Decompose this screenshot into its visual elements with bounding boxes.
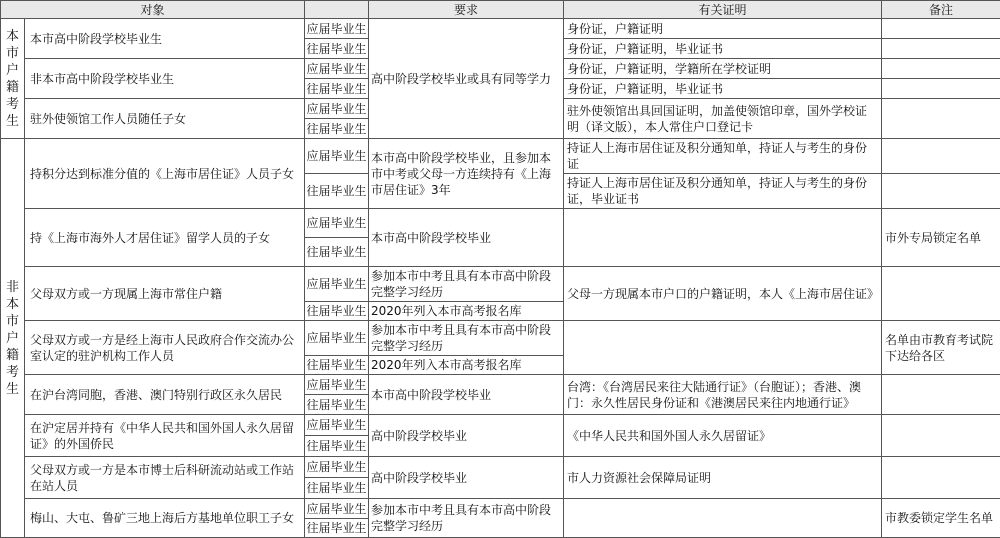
note-cell <box>882 415 1000 457</box>
object-cell: 非本市高中阶段学校毕业生 <box>25 59 305 99</box>
proof-cell: 持证人上海市居住证及积分通知单，持证人与考生的身份证，毕业证书 <box>564 174 882 209</box>
grad-type-past: 往届毕业生 <box>305 395 369 415</box>
object-cell: 持《上海市海外人才居住证》留学人员的子女 <box>25 209 305 267</box>
grad-type-fresh: 应届毕业生 <box>305 321 369 356</box>
grad-type-past: 往届毕业生 <box>305 302 369 321</box>
object-cell: 持积分达到标准分值的《上海市居住证》人员子女 <box>25 139 305 209</box>
header-grad-type <box>305 1 369 19</box>
note-cell <box>882 174 1000 209</box>
note-cell <box>882 79 1000 99</box>
note-cell: 名单由市教育考试院下达给各区 <box>882 321 1000 375</box>
proof-cell: 《中华人民共和国外国人永久居留证》 <box>564 415 882 457</box>
object-cell: 在沪定居并持有《中华人民共和国外国人永久居留证》的外国侨民 <box>25 415 305 457</box>
grad-type-past: 往届毕业生 <box>305 79 369 99</box>
grad-type-fresh: 应届毕业生 <box>305 59 369 79</box>
proof-cell: 身份证，户籍证明 <box>564 19 882 39</box>
requirement-cell: 参加本市中考且具有本市高中阶段完整学习经历 <box>369 321 564 356</box>
proof-cell: 父母一方现属本市户口的户籍证明，本人《上海市居住证》 <box>564 267 882 321</box>
grad-type-past: 往届毕业生 <box>305 39 369 59</box>
grad-type-fresh: 应届毕业生 <box>305 499 369 519</box>
grad-type-fresh: 应届毕业生 <box>305 209 369 238</box>
grad-type-past: 往届毕业生 <box>305 436 369 457</box>
requirement-cell: 本市高中阶段学校毕业，且参加本市中考或父母一方连续持有《上海市居住证》3年 <box>369 139 564 209</box>
proof-cell <box>564 321 882 375</box>
requirement-cell: 参加本市中考且具有本市高中阶段完整学习经历 <box>369 499 564 538</box>
header-proof: 有关证明 <box>564 1 882 19</box>
proof-cell: 身份证，户籍证明，学籍所在学校证明 <box>564 59 882 79</box>
object-cell: 父母双方或一方是经上海市人民政府合作交流办公室认定的驻沪机构工作人员 <box>25 321 305 375</box>
requirement-cell: 2020年列入本市高考报名库 <box>369 356 564 375</box>
requirement-cell: 参加本市中考且具有本市高中阶段完整学习经历 <box>369 267 564 302</box>
grad-type-past: 往届毕业生 <box>305 356 369 375</box>
group-local: 本市户籍考生 <box>1 19 25 139</box>
grad-type-past: 往届毕业生 <box>305 119 369 139</box>
note-cell <box>882 375 1000 415</box>
grad-type-past: 往届毕业生 <box>305 174 369 209</box>
note-cell <box>882 457 1000 499</box>
note-cell: 市教委锁定学生名单 <box>882 499 1000 538</box>
grad-type-fresh: 应届毕业生 <box>305 19 369 39</box>
note-cell <box>882 267 1000 321</box>
requirement-cell: 高中阶段学校毕业 <box>369 415 564 457</box>
object-cell: 父母双方或一方现属上海市常住户籍 <box>25 267 305 321</box>
requirement-cell: 本市高中阶段学校毕业 <box>369 209 564 267</box>
object-cell: 父母双方或一方是本市博士后科研流动站或工作站在站人员 <box>25 457 305 499</box>
header-object: 对象 <box>1 1 305 19</box>
group-nonlocal: 非本市户籍考生 <box>1 139 25 538</box>
requirement-cell: 2020年列入本市高考报名库 <box>369 302 564 321</box>
grad-type-fresh: 应届毕业生 <box>305 457 369 478</box>
note-cell <box>882 39 1000 59</box>
note-cell <box>882 19 1000 39</box>
proof-cell <box>564 209 882 267</box>
proof-cell: 台湾：《台湾居民来往大陆通行证》（台胞证）；香港、澳门：永久性居民身份证和《港澳居民来往内地通行证》 <box>564 375 882 415</box>
proof-cell <box>564 499 882 538</box>
proof-cell: 持证人上海市居住证及积分通知单，持证人与考生的身份证 <box>564 139 882 174</box>
object-cell: 本市高中阶段学校毕业生 <box>25 19 305 59</box>
object-cell: 在沪台湾同胞，香港、澳门特别行政区永久居民 <box>25 375 305 415</box>
grad-type-fresh: 应届毕业生 <box>305 375 369 395</box>
note-cell <box>882 99 1000 139</box>
requirement-cell: 本市高中阶段学校毕业 <box>369 375 564 415</box>
grad-type-fresh: 应届毕业生 <box>305 415 369 436</box>
grad-type-fresh: 应届毕业生 <box>305 99 369 119</box>
grad-type-past: 往届毕业生 <box>305 238 369 267</box>
proof-cell: 身份证，户籍证明，毕业证书 <box>564 39 882 59</box>
requirement-cell: 高中阶段学校毕业 <box>369 457 564 499</box>
note-cell <box>882 139 1000 174</box>
note-cell <box>882 59 1000 79</box>
grad-type-fresh: 应届毕业生 <box>305 267 369 302</box>
proof-cell: 驻外使领馆出具回国证明，加盖使领馆印章，国外学校证明（译文版），本人常住户口登记卡 <box>564 99 882 139</box>
proof-cell: 市人力资源社会保障局证明 <box>564 457 882 499</box>
proof-cell: 身份证，户籍证明，毕业证书 <box>564 79 882 99</box>
grad-type-fresh: 应届毕业生 <box>305 139 369 174</box>
header-note: 备注 <box>882 1 1000 19</box>
grad-type-past: 往届毕业生 <box>305 519 369 538</box>
header-requirement: 要求 <box>369 1 564 19</box>
note-cell: 市外专局锁定名单 <box>882 209 1000 267</box>
grad-type-past: 往届毕业生 <box>305 478 369 499</box>
object-cell: 驻外使领馆工作人员随任子女 <box>25 99 305 139</box>
object-cell: 梅山、大屯、鲁矿三地上海后方基地单位职工子女 <box>25 499 305 538</box>
requirement-cell: 高中阶段学校毕业或具有同等学力 <box>369 19 564 139</box>
